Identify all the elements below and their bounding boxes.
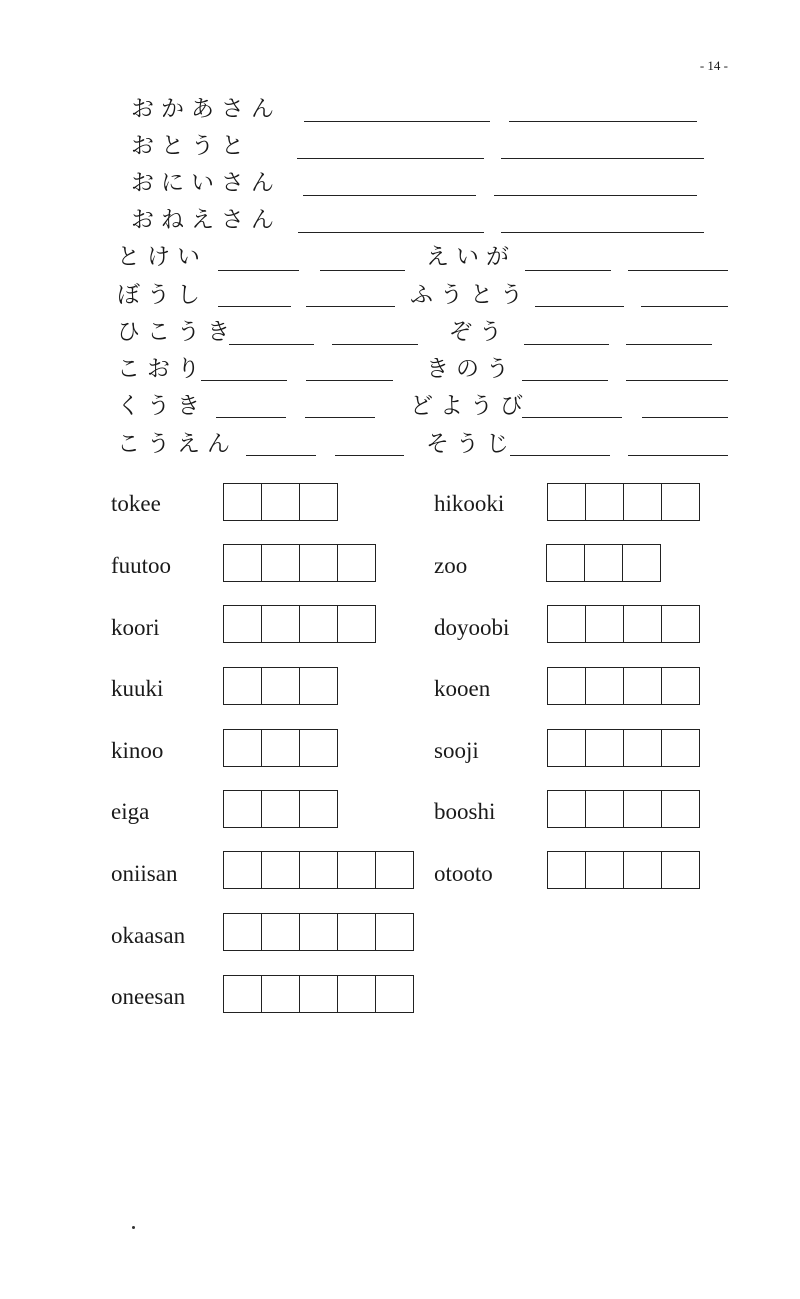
kana-box[interactable] [223,729,262,767]
kana-box[interactable] [223,605,262,643]
kana-box[interactable] [584,544,623,582]
answer-blank[interactable] [218,270,299,271]
kana-word: えいが [426,244,516,270]
kana-box[interactable] [337,913,376,951]
kana-box[interactable] [623,605,662,643]
kana-box[interactable] [299,483,338,521]
answer-blank[interactable] [201,380,287,381]
answer-blank[interactable] [535,306,624,307]
answer-blank[interactable] [332,344,418,345]
kana-box-group [547,790,699,828]
kana-box[interactable] [223,913,262,951]
kana-box[interactable] [547,605,586,643]
kana-box[interactable] [585,851,624,889]
romaji-word: koori [111,615,160,640]
romaji-word: booshi [434,799,496,824]
kana-box-group [223,790,337,828]
kana-box[interactable] [661,483,700,521]
answer-blank[interactable] [298,232,484,233]
kana-word: ぞう [449,319,509,345]
kana-box[interactable] [375,975,414,1013]
kana-box[interactable] [547,729,586,767]
kana-box[interactable] [223,544,262,582]
kana-box[interactable] [337,544,376,582]
kana-box[interactable] [623,483,662,521]
kana-box[interactable] [299,790,338,828]
answer-blank[interactable] [303,195,476,196]
kana-box[interactable] [337,851,376,889]
romaji-word: oniisan [111,861,178,886]
answer-blank[interactable] [297,158,484,159]
answer-blank[interactable] [509,121,697,122]
kana-box-group [547,605,699,643]
answer-blank[interactable] [218,306,291,307]
kana-box-group [223,483,337,521]
kana-word: どようび [410,393,530,419]
romaji-word: sooji [434,738,479,763]
kana-box-group [223,667,337,705]
kana-word: そうじ [426,431,516,457]
kana-word: ぼうし [117,282,207,308]
kana-box[interactable] [623,790,662,828]
romaji-word: kooen [434,676,491,701]
kana-box[interactable] [375,913,414,951]
answer-blank[interactable] [306,306,395,307]
answer-blank[interactable] [525,270,611,271]
kana-box[interactable] [623,851,662,889]
kana-box[interactable] [261,544,300,582]
kana-box-group [547,667,699,705]
kana-box[interactable] [585,790,624,828]
answer-blank[interactable] [522,417,622,418]
kana-box[interactable] [261,605,300,643]
kana-box-group [223,605,375,643]
kana-word: ふうとう [410,282,530,308]
romaji-word: hikooki [434,491,505,516]
kana-box-group [223,851,413,889]
romaji-word: tokee [111,491,161,516]
kana-box[interactable] [299,975,338,1013]
kana-box[interactable] [223,483,262,521]
answer-blank[interactable] [626,344,712,345]
kana-word: くうき [117,393,207,419]
kana-box[interactable] [546,544,585,582]
kana-box[interactable] [261,790,300,828]
kana-box-group [547,729,699,767]
kana-box-group [547,851,699,889]
kana-box[interactable] [223,975,262,1013]
kana-box[interactable] [299,605,338,643]
kana-box[interactable] [261,851,300,889]
kana-box-group [223,913,413,951]
kana-word: こうえん [117,431,237,457]
answer-blank[interactable] [335,455,404,456]
kana-box[interactable] [261,913,300,951]
romaji-word: kinoo [111,738,164,763]
answer-blank[interactable] [494,195,697,196]
answer-blank[interactable] [501,158,704,159]
kana-box[interactable] [547,667,586,705]
kana-box-group [547,483,699,521]
romaji-word: otooto [434,861,493,886]
page-number: - 14 - [699,58,728,73]
kana-box[interactable] [337,975,376,1013]
kana-word: おかあさん [131,96,281,122]
kana-word: ひこうき [117,319,237,345]
kana-box[interactable] [661,667,700,705]
answer-blank[interactable] [510,455,610,456]
answer-blank[interactable] [246,455,316,456]
kana-box[interactable] [299,851,338,889]
romaji-word: zoo [434,553,468,578]
romaji-word: kuuki [111,676,164,701]
kana-box[interactable] [299,729,338,767]
kana-box-group [223,544,375,582]
kana-box[interactable] [661,729,700,767]
answer-blank[interactable] [642,417,728,418]
kana-box[interactable] [299,913,338,951]
kana-word: こおり [117,356,207,382]
answer-blank[interactable] [522,380,608,381]
answer-blank[interactable] [305,417,375,418]
romaji-word: okaasan [111,923,186,948]
kana-word: きのう [426,356,516,382]
kana-box[interactable] [261,483,300,521]
kana-box-group [223,729,337,767]
kana-box[interactable] [375,851,414,889]
kana-word: とけい [117,244,207,270]
kana-box[interactable] [622,544,661,582]
scan-speck [132,1226,135,1229]
kana-box[interactable] [585,605,624,643]
romaji-word: oneesan [111,984,186,1009]
kana-box[interactable] [585,729,624,767]
answer-blank[interactable] [524,344,609,345]
kana-box[interactable] [547,790,586,828]
kana-box[interactable] [261,667,300,705]
romaji-word: eiga [111,799,150,824]
kana-box[interactable] [261,975,300,1013]
answer-blank[interactable] [216,417,286,418]
kana-box[interactable] [223,667,262,705]
answer-blank[interactable] [304,121,490,122]
kana-box[interactable] [547,483,586,521]
kana-box[interactable] [337,605,376,643]
kana-box[interactable] [585,483,624,521]
kana-box[interactable] [661,605,700,643]
kana-box-group [223,975,413,1013]
answer-blank[interactable] [320,270,405,271]
kana-box[interactable] [623,729,662,767]
romaji-word: fuutoo [111,553,172,578]
answer-blank[interactable] [626,380,728,381]
kana-box[interactable] [547,851,586,889]
kana-box[interactable] [661,851,700,889]
romaji-word: doyoobi [434,615,510,640]
kana-box[interactable] [661,790,700,828]
answer-blank[interactable] [229,344,314,345]
answer-blank[interactable] [641,306,728,307]
answer-blank[interactable] [306,380,393,381]
kana-box[interactable] [223,851,262,889]
kana-box[interactable] [223,790,262,828]
kana-box[interactable] [299,667,338,705]
kana-box[interactable] [299,544,338,582]
answer-blank[interactable] [628,455,728,456]
kana-box[interactable] [585,667,624,705]
kana-word: おとうと [131,133,251,159]
kana-word: おねえさん [131,207,281,233]
answer-blank[interactable] [501,232,704,233]
kana-box[interactable] [623,667,662,705]
kana-word: おにいさん [131,170,281,196]
kana-box[interactable] [261,729,300,767]
answer-blank[interactable] [628,270,728,271]
kana-box-group [546,544,660,582]
